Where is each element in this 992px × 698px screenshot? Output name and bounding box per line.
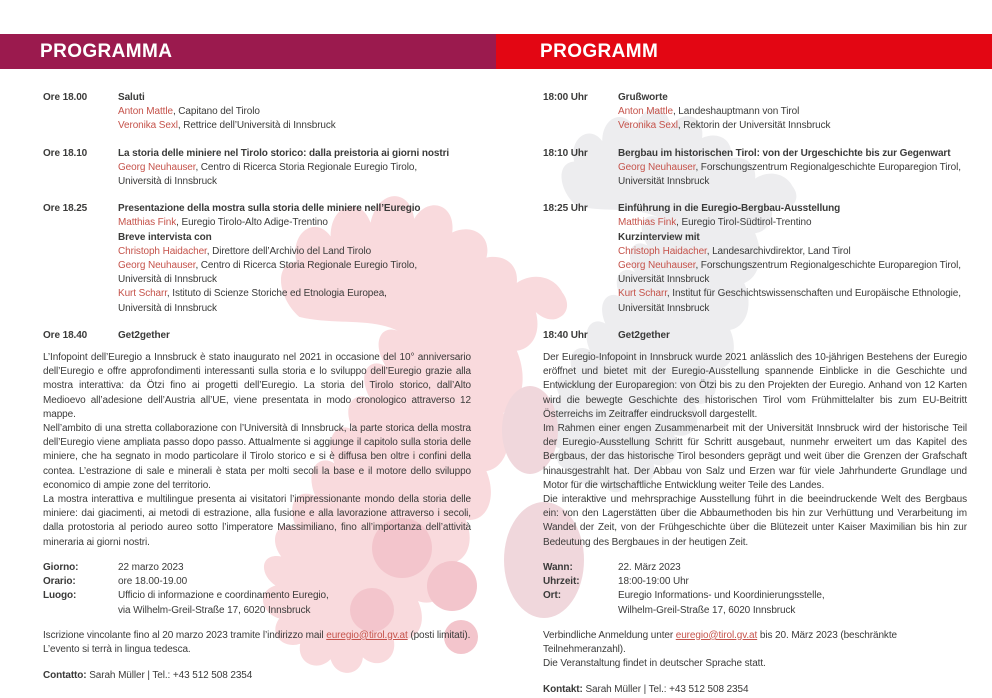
schedule-text: , Forschungszentrum Regionalgeschichte Europaregion Tirol, [695, 161, 961, 173]
speaker-name: Christoph Haidacher [118, 245, 207, 257]
schedule-line [118, 147, 471, 161]
info-value [618, 561, 967, 575]
speaker-name: Matthias Fink [118, 217, 177, 229]
schedule-lines [118, 202, 471, 316]
description-paragraph: L’Infopoint dell’Euregio a Innsbruck è stato inaugurato nel 2021 in occasione del 10° anniversario dell’Euregio e offre approfondimenti interessanti sulla storia e lo sviluppo dell’Euregio grazie alla mostra interattiva: da Ötzi fino ai progetti dell’Euregio. La storia del Tirolo storico, dall’Alto Medioevo all’adesione dell’Austria all’UE, viene presentata in modo cronologico attraverso 12 mappe. [43, 352, 471, 420]
info-row [43, 589, 471, 617]
speaker-name: Matthias Fink [618, 217, 677, 229]
contact-label: Contatto: [43, 670, 87, 682]
schedule-line [118, 245, 471, 259]
info-row [43, 575, 471, 589]
schedule-line [618, 202, 967, 216]
schedule-lines [118, 147, 471, 190]
schedule-text: Iscrizione vincolante fino al 20 marzo 2023 tramite l’indirizzo mail [43, 629, 327, 641]
schedule-line [118, 202, 471, 216]
schedule-item [543, 202, 967, 316]
speaker-name: Kurt Scharr [618, 288, 667, 300]
header-bar-italian [0, 34, 496, 69]
schedule-line [618, 245, 967, 259]
info-row [43, 561, 471, 575]
speaker-name: Anton Mattle [618, 106, 673, 118]
info-value-line: Euregio Informations- und Koordinierungsstelle, [618, 590, 825, 602]
schedule-item [543, 329, 967, 343]
schedule-line [618, 302, 967, 316]
info-label: Giorno: [43, 561, 79, 573]
info-value [118, 561, 471, 575]
schedule-text: Verbindliche Anmeldung unter [543, 629, 676, 641]
schedule-line [618, 147, 967, 161]
schedule-lines [618, 329, 967, 343]
schedule-text: Die Veranstaltung findet in deutscher Sprache statt. [543, 658, 766, 670]
schedule-line [618, 161, 967, 175]
schedule-line [118, 161, 471, 175]
schedule-text: Universität Innsbruck [618, 176, 710, 188]
schedule-text: , Landeshauptmann von Tirol [672, 106, 800, 118]
registration-line [543, 657, 967, 671]
description-paragraph: Der Euregio-Infopoint in Innsbruck wurde 2021 anlässlich des 10-jährigen Bestehens der Euregio eröffnet und bietet mit der Euregio-Ausstellung spannende Einblicke in die Geschichte und Entwicklung der Europaregion: von Ötzi bis zu den Projekten der Euregio. Anhand von 12 Karten wird die bewegte Geschichte des historischen Tirol vom Frühmittelalter bis zum EU-Beitritt Österreichs im Zeitraffer eindrucksvoll dargestellt. [543, 352, 967, 420]
session-title: Get2gether [118, 329, 170, 341]
schedule-text: , Landesarchivdirektor, Land Tirol [706, 245, 851, 257]
email-link[interactable]: euregio@tirol.gv.at [326, 629, 408, 641]
description-block [543, 351, 967, 550]
event-info [43, 561, 471, 618]
speaker-name: Georg Neuhauser [618, 161, 696, 173]
schedule-line [618, 329, 967, 343]
schedule-list [543, 91, 967, 343]
schedule-text: , Capitano del Tirolo [172, 106, 260, 118]
schedule-line [618, 175, 967, 189]
schedule-line [118, 231, 471, 245]
speaker-name: Christoph Haidacher [618, 245, 707, 257]
info-value-line: 18:00-19:00 Uhr [618, 576, 689, 588]
description-block [43, 351, 471, 550]
info-row [543, 561, 967, 575]
schedule-lines [618, 91, 967, 134]
schedule-item [43, 329, 471, 343]
contact-value: Sarah Müller | Tel.: +43 512 508 2354 [582, 684, 749, 696]
session-title: Presentazione della mostra sulla storia delle miniere nell’Euregio [118, 203, 421, 215]
schedule-time: 18:40 Uhr [543, 329, 588, 341]
schedule-time: 18:25 Uhr [543, 203, 588, 215]
schedule-lines [118, 91, 471, 134]
speaker-name: Anton Mattle [118, 106, 173, 118]
page-title-german: PROGRAMM [540, 40, 659, 62]
schedule-line [118, 259, 471, 273]
info-label: Wann: [543, 561, 573, 573]
program-column-german [543, 91, 967, 698]
info-row [543, 575, 967, 589]
registration-note [43, 629, 471, 657]
schedule-line [118, 119, 471, 133]
email-link[interactable]: euregio@tirol.gv.at [675, 629, 758, 641]
schedule-lines [118, 329, 471, 343]
schedule-text: , Centro di Ricerca Storia Regionale Euregio Tirolo, [195, 161, 418, 173]
schedule-lines [618, 202, 967, 316]
description-paragraph: Im Rahmen einer engen Zusammenarbeit mit der Universität Innsbruck wird der historische Teil der Euregio-Ausstellung Schritt für Schritt ausgebaut, nunmehr erweitert um das Kapitel des Bergbaus, der das historische Tirol besonders geprägt und weit über die Grenzen der Grafschaft hinausgestrahlt hat. Der Abbau von Salz und Erzen war für viele Jahrhunderte Grundlage und Motor für die wirtschaftliche Entwicklung weiter Teile des Landes. [543, 423, 967, 491]
session-title: Grußworte [618, 92, 668, 103]
schedule-time: Ore 18.00 [43, 92, 88, 103]
description-paragraph: Die interaktive und mehrsprachige Ausstellung führt in die beeindruckende Welt des Bergbaus ein: von den Lagerstätten über die Abbaumethoden bis hin zur Verhüttung und Verarbeitung im Wandel der Zeit, von der Frühgeschichte über die Blütezeit unter Kaiser Maximilian bis hin zur Bedeutung des Bergbaues in der heutigen Zeit. [543, 494, 967, 548]
speaker-name: Kurt Scharr [118, 288, 167, 300]
schedule-line [618, 259, 967, 273]
schedule-line [118, 302, 471, 316]
schedule-text: Università di Innsbruck [118, 302, 217, 314]
schedule-line [618, 287, 967, 301]
schedule-text: , Forschungszentrum Regionalgeschichte Europaregion Tirol, [695, 260, 961, 272]
info-value [118, 589, 471, 617]
speaker-name: Georg Neuhauser [118, 161, 196, 173]
info-value-line: ore 18.00-19.00 [118, 576, 188, 588]
info-value-line: via Wilhelm-Greil-Straße 17, 6020 Innsbruck [118, 604, 311, 616]
schedule-text: bis 20. März 2023 (beschränkte Teilnehmeranzahl). [543, 629, 897, 655]
program-column-italian [43, 91, 471, 683]
schedule-text: , Rektorin der Universität Innsbruck [677, 120, 831, 132]
page-title-italian: PROGRAMMA [40, 40, 173, 62]
info-row [543, 589, 967, 617]
schedule-line [118, 287, 471, 301]
info-value [118, 575, 471, 589]
contact-label: Kontakt: [543, 684, 583, 696]
description-paragraph: La mostra interattiva e multilingue presenta ai visitatori l’impressionante mondo della storia delle miniere: dai giacimenti, ai metodi di estrazione, alla fusione e alla lavorazione attraverso i secoli, dalla protostoria al periodo aureo sotto l’imperatore Massimiliano, fino all’importanza dell’attività mineraria ai giorni nostri. [43, 494, 471, 548]
registration-note [543, 629, 967, 672]
session-title: Bergbau im historischen Tirol: von der Urgeschichte bis zur Gegenwart [618, 147, 951, 159]
schedule-time: Ore 18.10 [43, 147, 88, 159]
info-value-line: 22 marzo 2023 [118, 561, 184, 573]
info-value-line: 22. März 2023 [618, 561, 681, 573]
schedule-time: 18:00 Uhr [543, 92, 588, 103]
schedule-line [618, 105, 967, 119]
info-label: Ort: [543, 590, 561, 602]
schedule-text: L’evento si terrà in lingua tedesca. [43, 643, 191, 655]
speaker-name: Veronika Sexl [118, 120, 178, 132]
info-value-line: Wilhelm-Greil-Straße 17, 6020 Innsbruck [618, 604, 796, 616]
session-title: Kurzinterview mit [618, 231, 700, 243]
session-title: Breve intervista con [118, 231, 212, 243]
contact-line [543, 683, 967, 697]
schedule-text: , Istituto di Scienze Storiche ed Etnologia Europea, [166, 288, 387, 300]
contact-value: Sarah Müller | Tel.: +43 512 508 2354 [86, 670, 253, 682]
schedule-time: Ore 18.25 [43, 203, 88, 215]
event-info [543, 561, 967, 618]
registration-line [543, 629, 967, 657]
schedule-line [118, 216, 471, 230]
schedule-item [543, 91, 967, 134]
schedule-line [118, 105, 471, 119]
info-value-line: Ufficio di informazione e coordinamento Euregio, [118, 590, 329, 602]
registration-line [43, 643, 471, 657]
schedule-item [43, 147, 471, 190]
speaker-name: Veronika Sexl [618, 120, 678, 132]
info-value [618, 575, 967, 589]
speaker-name: Georg Neuhauser [118, 260, 196, 272]
schedule-item [543, 147, 967, 190]
schedule-time: Ore 18.40 [43, 329, 88, 341]
session-title: Einführung in die Euregio-Bergbau-Ausstellung [618, 203, 841, 215]
schedule-line [118, 329, 471, 343]
info-value [618, 589, 967, 617]
schedule-line [118, 175, 471, 189]
schedule-text: , Direttore dell’Archivio del Land Tirolo [206, 245, 372, 257]
speaker-name: Georg Neuhauser [618, 260, 696, 272]
schedule-text: Università di Innsbruck [118, 274, 217, 286]
schedule-list [43, 91, 471, 343]
schedule-text: , Euregio Tirol-Südtirol-Trentino [676, 217, 812, 229]
schedule-text: , Institut für Geschichtswissenschaften und Europäische Ethnologie, [666, 288, 961, 300]
schedule-text: , Rettrice dell’Università di Innsbruck [177, 120, 336, 132]
header-bar-german [496, 34, 992, 69]
schedule-line [618, 91, 967, 105]
schedule-text: (posti limitati). [407, 629, 471, 641]
schedule-text: Università di Innsbruck [118, 176, 217, 188]
info-label: Uhrzeit: [543, 576, 580, 588]
schedule-text: , Centro di Ricerca Storia Regionale Euregio Tirolo, [195, 260, 418, 272]
schedule-text: Universität Innsbruck [618, 302, 710, 314]
info-label: Orario: [43, 576, 76, 588]
schedule-text: , Euregio Tirolo-Alto Adige-Trentino [176, 217, 328, 229]
schedule-line [118, 273, 471, 287]
info-label: Luogo: [43, 590, 77, 602]
schedule-line [618, 119, 967, 133]
contact-line [43, 669, 471, 683]
session-title: La storia delle miniere nel Tirolo storico: dalla preistoria ai giorni nostri [118, 147, 450, 159]
schedule-lines [618, 147, 967, 190]
schedule-time: 18:10 Uhr [543, 147, 588, 159]
description-paragraph: Nell’ambito di una stretta collaborazione con l’Università di Innsbruck, la parte storica della mostra dell’Euregio viene ampliata passo dopo passo. Attualmente si aggiunge il capitolo sulla storia delle miniere, che ha segnato in modo particolare il Tirolo storico e si è diffusa ben oltre i confini della contea. L’estrazione di sale e minerali è stata per molti secoli la base e il motore dello sviluppo economico di ampie zone del territorio. [43, 423, 471, 491]
schedule-line [618, 273, 967, 287]
session-title: Saluti [118, 92, 145, 103]
schedule-item [43, 202, 471, 316]
registration-line [43, 629, 471, 643]
schedule-text: Universität Innsbruck [618, 274, 710, 286]
schedule-line [618, 231, 967, 245]
schedule-line [118, 91, 471, 105]
schedule-line [618, 216, 967, 230]
session-title: Get2gether [618, 329, 670, 341]
schedule-item [43, 91, 471, 134]
